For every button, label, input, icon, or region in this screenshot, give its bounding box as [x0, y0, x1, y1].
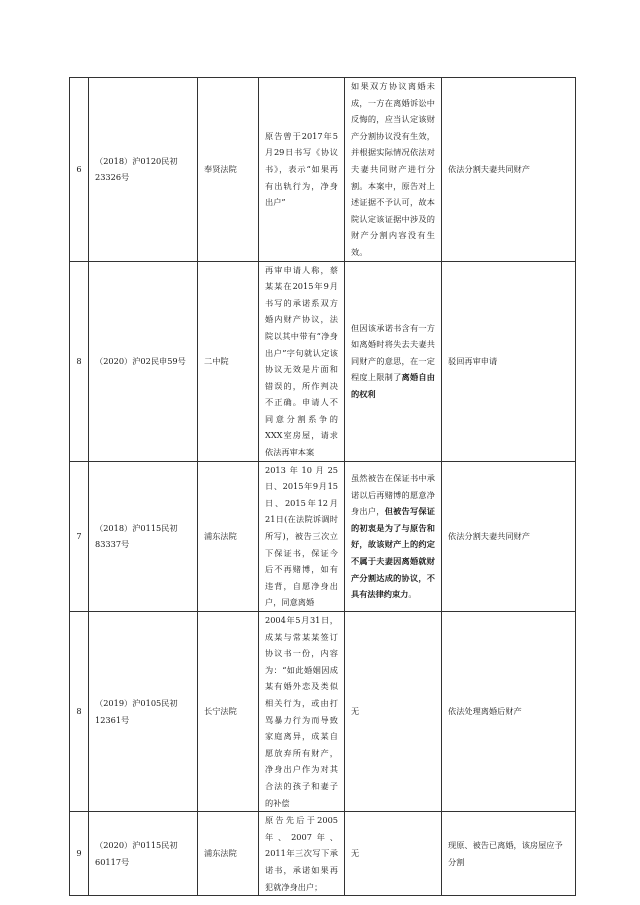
court-name: 浦东法院	[198, 461, 259, 611]
reasoning-emphasis: 但被告写保证的初衷是为了与原告和好，故该财产上的约定不属于夫妻因离婚就财产分割达成的协议，不具有法律约束力	[351, 506, 435, 600]
case-number: （2018）沪0120民初23326号	[89, 78, 198, 262]
case-facts: 2004年5月31日，成某与常某某签订协议书一份，内容为：“如此婚姻因成某有婚外恋及类似相关行为，或由打骂暴力行为而导致家庭离异，成某自愿放弃所有财产，净身出户作为对其合法的孩子和妻子的补偿	[259, 612, 345, 812]
court-reasoning	[345, 612, 442, 812]
judgment-result: 依法处理离婚后财产	[442, 612, 576, 812]
judgment-result: 依法分割夫妻共同财产	[442, 78, 576, 262]
row-number: 7	[70, 461, 89, 611]
row-number: 9	[70, 812, 89, 896]
reasoning-text: 如果双方协议离婚未成，一方在离婚诉讼中反悔的，应当认定该财产分割协议没有生效，并根据实际情况依法对夫妻共同财产进行分割。本案中，原告对上述证据不予认可，故本院认定该证据中涉及的财产分割内容没有生效。	[351, 81, 435, 257]
court-name: 浦东法院	[198, 812, 259, 896]
case-facts: 再审申请人称，蔡某某在2015年9月书写的承诺系双方婚内财产协议，法院以其中带有“净身出户”字句就认定该协议无效是片面和错误的，所作判决不正确。申请人不同意分割系争的XXX室房屋，请求依法再审本案	[259, 261, 345, 461]
court-reasoning	[345, 461, 442, 611]
judgment-result: 现原、被告已离婚，该房屋应予分割	[442, 812, 576, 896]
case-number: （2020）沪02民申59号	[89, 261, 198, 461]
judgment-result: 依法分割夫妻共同财产	[442, 461, 576, 611]
case-facts: 原告曾于2017年5月29日书写《协议书》，表示“如果再有出轨行为，净身出户”	[259, 78, 345, 262]
table-row	[70, 612, 576, 812]
row-number: 6	[70, 78, 89, 262]
judgment-result: 驳回再审申请	[442, 261, 576, 461]
row-number: 8	[70, 261, 89, 461]
court-reasoning	[345, 78, 442, 262]
table-row	[70, 461, 576, 611]
case-number: （2018）沪0115民初83337号	[89, 461, 198, 611]
reasoning-text: 虽然被告在保证书中承诺以后再赌博的愿意净身出户，	[351, 472, 435, 517]
case-facts: 原告先后于2005年、2007年、2011年三次写下承诺书，承诺如果再犯就净身出户；	[259, 812, 345, 896]
case-number: （2020）沪0115民初60117号	[89, 812, 198, 896]
reasoning-text: 无	[351, 848, 360, 859]
court-name: 长宁法院	[198, 612, 259, 812]
case-number: （2019）沪0105民初12361号	[89, 612, 198, 812]
case-table	[69, 77, 576, 896]
reasoning-text: 无	[351, 706, 360, 717]
case-facts: 2013年10月25日、2015年9月15日、2015年12月21日(在法院诉调时所写)，被告三次立下保证书，保证今后不再赌博，如有违背，自愿净身出户，同意离婚	[259, 461, 345, 611]
table-row	[70, 78, 576, 262]
table-row	[70, 812, 576, 896]
table-row	[70, 261, 576, 461]
reasoning-text: 但因该承诺书含有一方如离婚时将失去夫妻共同财产的意思，在一定程度上限制了	[351, 322, 435, 383]
court-name: 奉贤法院	[198, 78, 259, 262]
court-name: 二中院	[198, 261, 259, 461]
row-number: 8	[70, 612, 89, 812]
court-reasoning	[345, 812, 442, 896]
court-reasoning	[345, 261, 442, 461]
reasoning-tail: 。	[408, 589, 417, 600]
reasoning-emphasis: 离婚自由的权利	[351, 372, 435, 399]
